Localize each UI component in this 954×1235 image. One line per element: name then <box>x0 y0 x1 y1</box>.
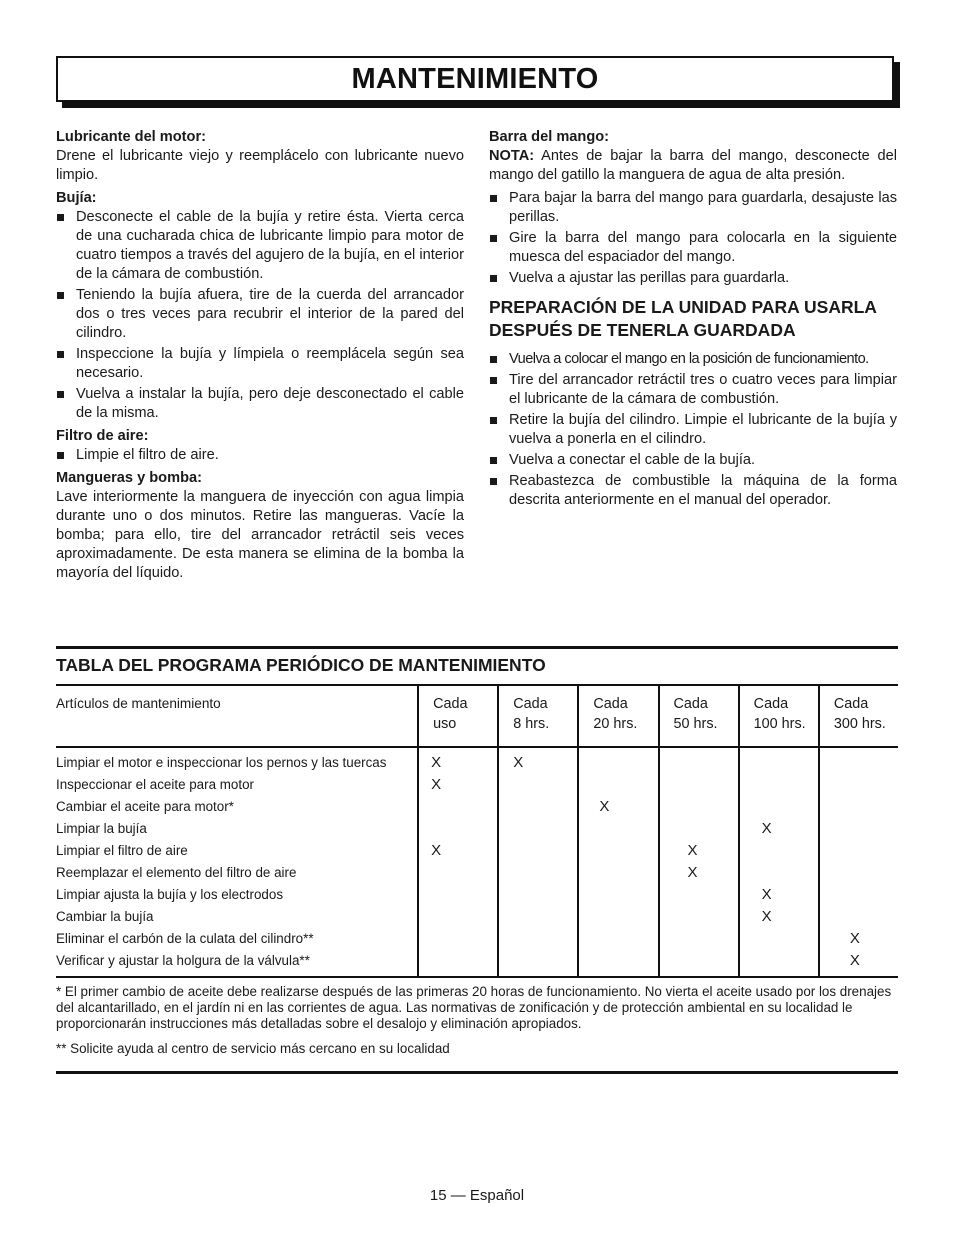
list-item: Vuelva a instalar la bujía, pero deje desconectado el cable de la misma. <box>56 385 464 423</box>
schedule-mark: X <box>739 884 819 906</box>
maintenance-item: Verificar y ajustar la holgura de la válvula** <box>56 953 310 968</box>
schedule-mark <box>739 862 819 884</box>
schedule-mark <box>498 884 578 906</box>
column-header-50-hrs: Cada 50 hrs. <box>659 685 739 747</box>
schedule-mark <box>578 747 658 774</box>
schedule-mark <box>819 796 898 818</box>
schedule-mark: X <box>819 950 898 977</box>
table-row <box>56 796 898 818</box>
schedule-mark <box>578 774 658 796</box>
schedule-mark <box>498 928 578 950</box>
column-header-each-use: Cada uso <box>418 685 498 747</box>
maintenance-schedule-table <box>56 684 898 1074</box>
storage-preparation-list <box>489 350 897 510</box>
maintenance-item: Eliminar el carbón de la culata del cilindro** <box>56 931 314 946</box>
list-item: Teniendo la bujía afuera, tire de la cuerda del arrancador dos o tres veces para recubrir el interior de la pared del cilindro. <box>56 286 464 343</box>
footnote-oil: * El primer cambio de aceite debe realizarse después de las primeras 20 horas de funcionamiento. No vierta el aceite usado por los drenajes del alcantarillado, en el jardín ni en las corrientes de agua. Las normativas de zonificación y de protección ambiental en su localidad le proporcionarán instrucciones más detalladas sobre el desalojo y eliminación apropiados. <box>56 984 892 1031</box>
air-filter-heading: Filtro de aire: <box>56 428 149 444</box>
schedule-mark <box>819 818 898 840</box>
page-title: MANTENIMIENTO <box>351 62 599 95</box>
column-header-300-hrs: Cada 300 hrs. <box>819 685 898 747</box>
table-row <box>56 840 898 862</box>
schedule-mark <box>418 928 498 950</box>
page-title-box <box>56 56 894 102</box>
list-item: Tire del arrancador retráctil tres o cuatro veces para limpiar el lubricante de la cámara de combustión. <box>489 371 897 409</box>
schedule-mark <box>578 840 658 862</box>
schedule-mark <box>739 747 819 774</box>
schedule-mark <box>659 906 739 928</box>
maintenance-item: Cambiar la bujía <box>56 909 154 924</box>
schedule-mark: X <box>418 840 498 862</box>
note-label: NOTA: <box>489 148 535 164</box>
schedule-mark <box>739 928 819 950</box>
section-divider <box>56 646 898 649</box>
schedule-mark <box>418 906 498 928</box>
table-row <box>56 818 898 840</box>
hoses-pump-heading: Mangueras y bomba: <box>56 470 202 486</box>
schedule-mark <box>418 818 498 840</box>
schedule-mark: X <box>418 747 498 774</box>
column-header-8-hrs: Cada 8 hrs. <box>498 685 578 747</box>
handle-bar-list <box>489 189 897 288</box>
schedule-mark <box>819 862 898 884</box>
table-row <box>56 928 898 950</box>
schedule-mark: X <box>739 906 819 928</box>
table-row <box>56 862 898 884</box>
schedule-mark <box>659 884 739 906</box>
schedule-mark: X <box>418 774 498 796</box>
table-row <box>56 950 898 977</box>
schedule-mark <box>418 862 498 884</box>
schedule-mark <box>578 818 658 840</box>
schedule-mark <box>659 747 739 774</box>
table-header-row <box>56 685 898 747</box>
maintenance-item: Limpiar el filtro de aire <box>56 843 188 858</box>
page-number: 15 — Español <box>429 1187 525 1204</box>
schedule-mark <box>739 950 819 977</box>
schedule-mark <box>659 928 739 950</box>
list-item: Vuelva a ajustar las perillas para guardarla. <box>489 269 897 288</box>
schedule-mark <box>819 840 898 862</box>
right-column <box>489 124 897 514</box>
schedule-mark <box>819 774 898 796</box>
air-filter-list <box>56 446 464 465</box>
schedule-mark: X <box>739 818 819 840</box>
schedule-mark <box>659 774 739 796</box>
list-item: Desconecte el cable de la bujía y retire ésta. Vierta cerca de una cucharada chica de lubricante limpio para motor de cuatro tiempos a través del agujero de la bujía, en el interior de la cámara de combustión. <box>56 208 464 284</box>
spark-plug-list <box>56 208 464 423</box>
engine-lubricant-heading: Lubricante del motor: <box>56 129 206 145</box>
schedule-mark: X <box>659 840 739 862</box>
handle-bar-note <box>489 147 897 185</box>
list-item: Inspeccione la bujía y límpiela o reemplácela según sea necesario. <box>56 345 464 383</box>
table-footnotes <box>56 977 898 1073</box>
storage-preparation-heading: PREPARACIÓN DE LA UNIDAD PARA USARLA DESPUÉS DE TENERLA GUARDADA <box>489 297 877 340</box>
maintenance-item: Limpiar ajusta la bujía y los electrodos <box>56 887 284 902</box>
list-item: Vuelva a colocar el mango en la posición de funcionamiento. <box>489 350 897 369</box>
list-item: Para bajar la barra del mango para guardarla, desajuste las perillas. <box>489 189 897 227</box>
hoses-pump-text: Lave interiormente la manguera de inyección con agua limpia durante uno o dos minutos. Retire las mangueras. Vacíe la bomba; para ello, tire del arrancador retráctil seis veces aproximadamente. De esta manera se elimina de la bomba la mayoría del líquido. <box>56 489 464 581</box>
schedule-title: TABLA DEL PROGRAMA PERIÓDICO DE MANTENIMIENTO <box>56 655 546 675</box>
left-column <box>56 124 464 587</box>
list-item: Limpie el filtro de aire. <box>56 446 464 465</box>
table-row <box>56 774 898 796</box>
list-item: Vuelva a conectar el cable de la bujía. <box>489 451 897 470</box>
maintenance-item: Inspeccionar el aceite para motor <box>56 777 254 792</box>
list-item: Retire la bujía del cilindro. Limpie el lubricante de la bujía y vuelva a ponerla en el cilindro. <box>489 411 897 449</box>
schedule-mark <box>739 840 819 862</box>
schedule-mark <box>659 796 739 818</box>
table-row <box>56 884 898 906</box>
schedule-mark <box>578 950 658 977</box>
table-row <box>56 906 898 928</box>
column-header-items: Artículos de mantenimiento <box>56 685 418 747</box>
schedule-mark <box>819 747 898 774</box>
column-header-100-hrs: Cada 100 hrs. <box>739 685 819 747</box>
schedule-mark <box>498 862 578 884</box>
note-text: Antes de bajar la barra del mango, desconecte del mango del gatillo la manguera de agua de alta presión. <box>489 148 897 183</box>
maintenance-item: Reemplazar el elemento del filtro de aire <box>56 865 297 880</box>
schedule-mark <box>578 862 658 884</box>
engine-lubricant-text: Drene el lubricante viejo y reemplácelo con lubricante nuevo limpio. <box>56 148 464 183</box>
maintenance-item: Limpiar el motor e inspeccionar los pernos y las tuercas <box>56 755 387 770</box>
schedule-mark <box>418 950 498 977</box>
schedule-mark <box>578 928 658 950</box>
schedule-mark <box>819 906 898 928</box>
schedule-mark <box>819 884 898 906</box>
maintenance-item: Limpiar la bujía <box>56 821 147 836</box>
schedule-mark: X <box>659 862 739 884</box>
schedule-mark <box>659 818 739 840</box>
schedule-mark <box>659 950 739 977</box>
schedule-mark <box>578 884 658 906</box>
schedule-mark <box>739 796 819 818</box>
schedule-mark <box>498 906 578 928</box>
schedule-mark <box>498 950 578 977</box>
schedule-mark <box>578 906 658 928</box>
handle-bar-heading: Barra del mango: <box>489 129 610 145</box>
footnote-service: ** Solicite ayuda al centro de servicio más cercano en su localidad <box>56 1041 450 1056</box>
schedule-mark <box>498 796 578 818</box>
schedule-mark <box>498 818 578 840</box>
schedule-mark <box>418 884 498 906</box>
list-item: Gire la barra del mango para colocarla en la siguiente muesca del espaciador del mango. <box>489 229 897 267</box>
table-row <box>56 747 898 774</box>
spark-plug-heading: Bujía: <box>56 190 97 206</box>
schedule-mark <box>739 774 819 796</box>
schedule-mark: X <box>819 928 898 950</box>
schedule-mark <box>498 840 578 862</box>
column-header-20-hrs: Cada 20 hrs. <box>578 685 658 747</box>
schedule-body <box>56 747 898 977</box>
list-item: Reabastezca de combustible la máquina de la forma descrita anteriormente en el manual del operador. <box>489 472 897 510</box>
schedule-mark <box>418 796 498 818</box>
schedule-mark: X <box>578 796 658 818</box>
maintenance-item: Cambiar el aceite para motor* <box>56 799 234 814</box>
schedule-mark: X <box>498 747 578 774</box>
schedule-mark <box>498 774 578 796</box>
